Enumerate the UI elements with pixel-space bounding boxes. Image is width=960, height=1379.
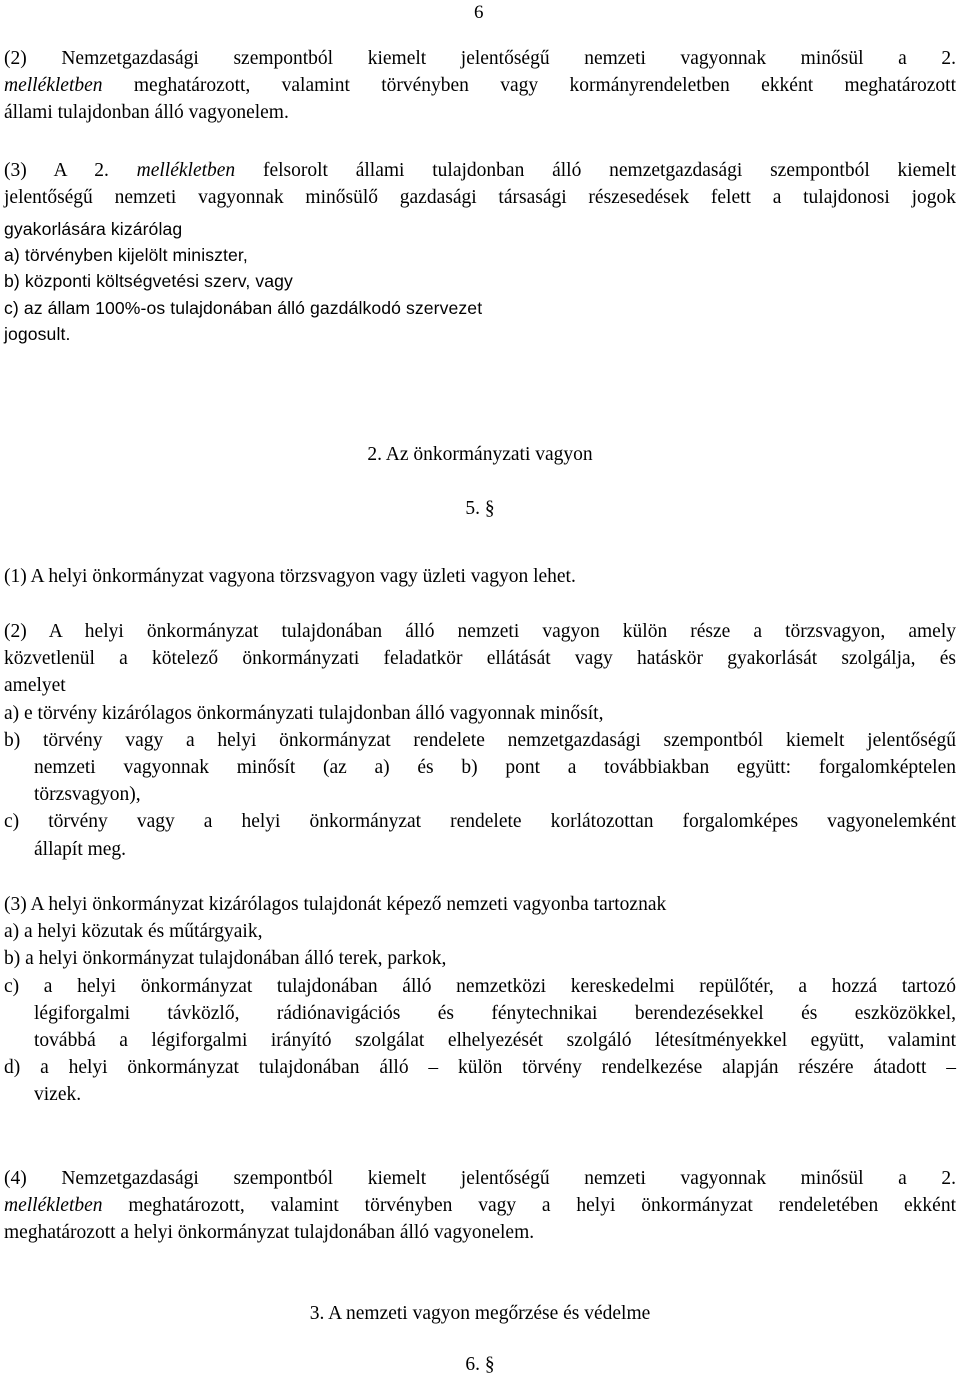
p2-line-1-prefix: (3) A 2. (4, 160, 137, 181)
p1-line-2 (4, 72, 956, 99)
s2-p3-item-b: b) a helyi önkormányzat tulajdonában álló terek, parkok, (4, 948, 447, 970)
page-number: 6 (474, 2, 484, 23)
section-2-title: 2. Az önkormányzati vagyon (367, 444, 593, 465)
s2-p3-item-c1: c) a helyi önkormányzat tulajdonában álló nemzetközi kereskedelmi repülőtér, a hozzá tartozó (4, 975, 956, 997)
p2-item-c: c) az állam 100%-os tulajdonában álló gazdálkodó szervezet (4, 297, 483, 318)
p2-item-b: b) központi költségvetési szerv, vagy (4, 271, 293, 292)
s2-p3-item-a: a) a helyi közutak és műtárgyaik, (4, 921, 263, 943)
s2-p3-item-c3: továbbá a légiforgalmi irányító szolgálat elhelyezését szolgáló létesítményekkel együtt, valamint (34, 1030, 956, 1052)
s2-paragraph-3 (4, 891, 956, 1109)
section-3-title: 3. A nemzeti vagyon megőrzése és védelme (309, 1303, 651, 1324)
p2-line-2: jelentőségű nemzeti vagyonnak minősülő gazdasági társasági részesedések felett a tulajdonosi jogok (4, 187, 956, 209)
s2-paragraph-1 (4, 563, 956, 590)
s2-p2-item-b2: nemzeti vagyonnak minősít (az a) és b) pont a továbbiakban együtt: forgalomképtelen (34, 757, 956, 779)
s2-p2-item-b1: b) törvény vagy a helyi önkormányzat rendelete nemzetgazdasági szempontból kiemelt jelentőségű (4, 729, 956, 751)
p1-line-3: állami tulajdonban álló vagyonelem. (4, 102, 289, 124)
s2-p3-item-c2: légiforgalmi távközlő, rádiónavigációs és fénytechnikai berendezésekkel és eszközökkel, (34, 1002, 956, 1024)
s2-p3-line-1: (3) A helyi önkormányzat kizárólagos tulajdonát képező nemzeti vagyonba tartoznak (4, 894, 667, 915)
s2-p3-item-d1: d) a helyi önkormányzat tulajdonában álló – külön törvény rendelkezése alapján részére átadott – (4, 1057, 956, 1079)
s2-p2-item-c2: állapít meg. (34, 838, 127, 860)
p2-line-1-rest: felsorolt állami tulajdonban álló nemzetgazdasági szempontból kiemelt (235, 160, 956, 181)
paragraph-2 (4, 45, 956, 127)
s2-p2-item-c1: c) törvény vagy a helyi önkormányzat rendelete korlátozottan forgalomképes vagyonelemként (4, 811, 956, 833)
p1-line-2-rest: meghatározott, valamint törvényben vagy kormányrendeletben ekként meghatározott (102, 75, 956, 97)
p2-line-3: gyakorlására kizárólag (4, 219, 183, 239)
p1-line-1: (2) Nemzetgazdasági szempontból kiemelt jelentőségű nemzeti vagyonnak minősül a 2. (4, 48, 956, 69)
p2-line-1-em: mellékletben (136, 160, 236, 181)
paragraph-3 (4, 157, 956, 211)
s2-p2-line-2: közvetlenül a kötelező önkormányzati feladatkör ellátását vagy hatáskör gyakorlását szolgálja, és (4, 648, 956, 670)
s2-p3-item-d2: vizek. (34, 1084, 82, 1106)
s2-p2-item-b3: törzsvagyon), (34, 784, 141, 806)
s2-p4-line-2-em: mellékletben (4, 1195, 103, 1217)
s2-p2-line-3: amelyet (4, 675, 66, 697)
s2-p2-line-1: (2) A helyi önkormányzat tulajdonában álló nemzeti vagyon külön része a törzsvagyon, amely (4, 621, 956, 642)
s2-p4-line-2 (4, 1192, 956, 1219)
section-3-paragraph-mark: 6. § (465, 1354, 495, 1375)
s2-p4-line-1: (4) Nemzetgazdasági szempontból kiemelt jelentőségű nemzeti vagyonnak minősül a 2. (4, 1168, 956, 1189)
s2-p4-line-3: meghatározott a helyi önkormányzat tulajdonában álló vagyonelem. (4, 1222, 535, 1244)
p2-item-a: a) törvényben kijelölt miniszter, (4, 245, 248, 266)
paragraph-3-list (4, 216, 956, 347)
p1-line-2-em: mellékletben (4, 75, 103, 97)
section-2-paragraph-mark: 5. § (465, 498, 495, 519)
s2-p4-line-2-rest: meghatározott, valamint törvényben vagy a helyi önkormányzat rendeletében ekként (102, 1195, 956, 1217)
p2-closing: jogosult. (4, 323, 71, 344)
s2-paragraph-4 (4, 1165, 956, 1247)
s2-p2-item-a: a) e törvény kizárólagos önkormányzati tulajdonban álló vagyonnak minősít, (4, 702, 604, 724)
s2-p1-line: (1) A helyi önkormányzat vagyona törzsvagyon vagy üzleti vagyon lehet. (4, 566, 576, 587)
s2-paragraph-2 (4, 618, 956, 863)
p2-line-1 (4, 157, 956, 184)
